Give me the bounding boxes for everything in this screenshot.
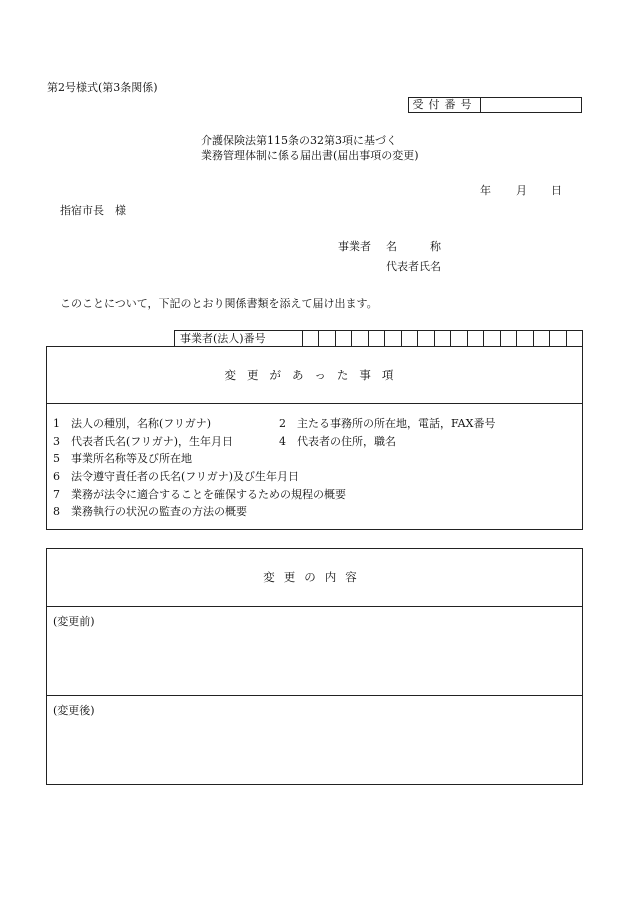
business-number-cell[interactable] — [517, 331, 533, 347]
intro-text: このことについて，下記のとおり関係書類を添えて届け出ます。 — [60, 297, 378, 310]
change-item-3: 3 代表者氏名(フリガナ)，生年月日 — [53, 435, 234, 448]
business-number-cell[interactable] — [534, 331, 550, 347]
business-number-cell[interactable] — [468, 331, 484, 347]
form-id: 第2号様式(第3条関係) — [47, 81, 158, 94]
after-change-label: (変更後) — [53, 704, 95, 717]
before-change-field[interactable] — [47, 607, 582, 696]
document-title-line2: 業務管理体制に係る届出書(届出事項の変更) — [201, 149, 419, 162]
change-content-header: 変更の内容 — [47, 549, 582, 607]
business-number-cell[interactable] — [435, 331, 451, 347]
before-change-label: (変更前) — [53, 615, 95, 628]
business-number-cell[interactable] — [451, 331, 467, 347]
receipt-number-box — [408, 97, 582, 113]
date-month-label: 月 — [516, 184, 527, 197]
change-item-5: 5 事業所名称等及び所在地 — [53, 452, 192, 465]
business-number-cell[interactable] — [418, 331, 434, 347]
document-title-line1: 介護保険法第115条の32第3項に基づく — [201, 134, 397, 147]
receipt-number-field[interactable] — [481, 98, 581, 112]
business-number-cell[interactable] — [319, 331, 335, 347]
change-item-4: 4 代表者の住所，職名 — [279, 435, 396, 448]
business-number-cell[interactable] — [501, 331, 517, 347]
date-year-label: 年 — [480, 184, 491, 197]
business-number-cell[interactable] — [352, 331, 368, 347]
after-change-field[interactable] — [47, 696, 582, 718]
change-item-6: 6 法令遵守責任者の氏名(フリガナ)及び生年月日 — [53, 470, 300, 483]
business-number-cell[interactable] — [336, 331, 352, 347]
receipt-number-label: 受付番号 — [409, 98, 481, 112]
business-number-cells — [303, 331, 582, 347]
date-day-label: 日 — [551, 184, 562, 197]
business-number-cell[interactable] — [369, 331, 385, 347]
change-items-header: 変更があった事項 — [47, 347, 582, 404]
business-number-row — [174, 330, 583, 347]
change-item-8: 8 業務執行の状況の監査の方法の概要 — [53, 505, 247, 518]
change-items-table — [46, 346, 583, 530]
business-number-cell[interactable] — [550, 331, 566, 347]
change-item-2: 2 主たる事務所の所在地，電話，FAX番号 — [279, 417, 496, 430]
business-number-label: 事業者(法人)番号 — [175, 331, 303, 347]
business-number-cell[interactable] — [567, 331, 582, 347]
addressee: 指宿市長 様 — [60, 204, 126, 217]
change-content-table — [46, 548, 583, 785]
business-number-cell[interactable] — [385, 331, 401, 347]
change-item-1: 1 法人の種別，名称(フリガナ) — [53, 417, 212, 430]
business-number-cell[interactable] — [484, 331, 500, 347]
business-number-cell[interactable] — [303, 331, 319, 347]
applicant-label: 事業者 — [338, 240, 371, 253]
applicant-name-label: 名 称 — [386, 240, 441, 253]
change-item-7: 7 業務が法令に適合することを確保するための規程の概要 — [53, 488, 346, 501]
business-number-cell[interactable] — [402, 331, 418, 347]
representative-name-label: 代表者氏名 — [386, 260, 441, 273]
